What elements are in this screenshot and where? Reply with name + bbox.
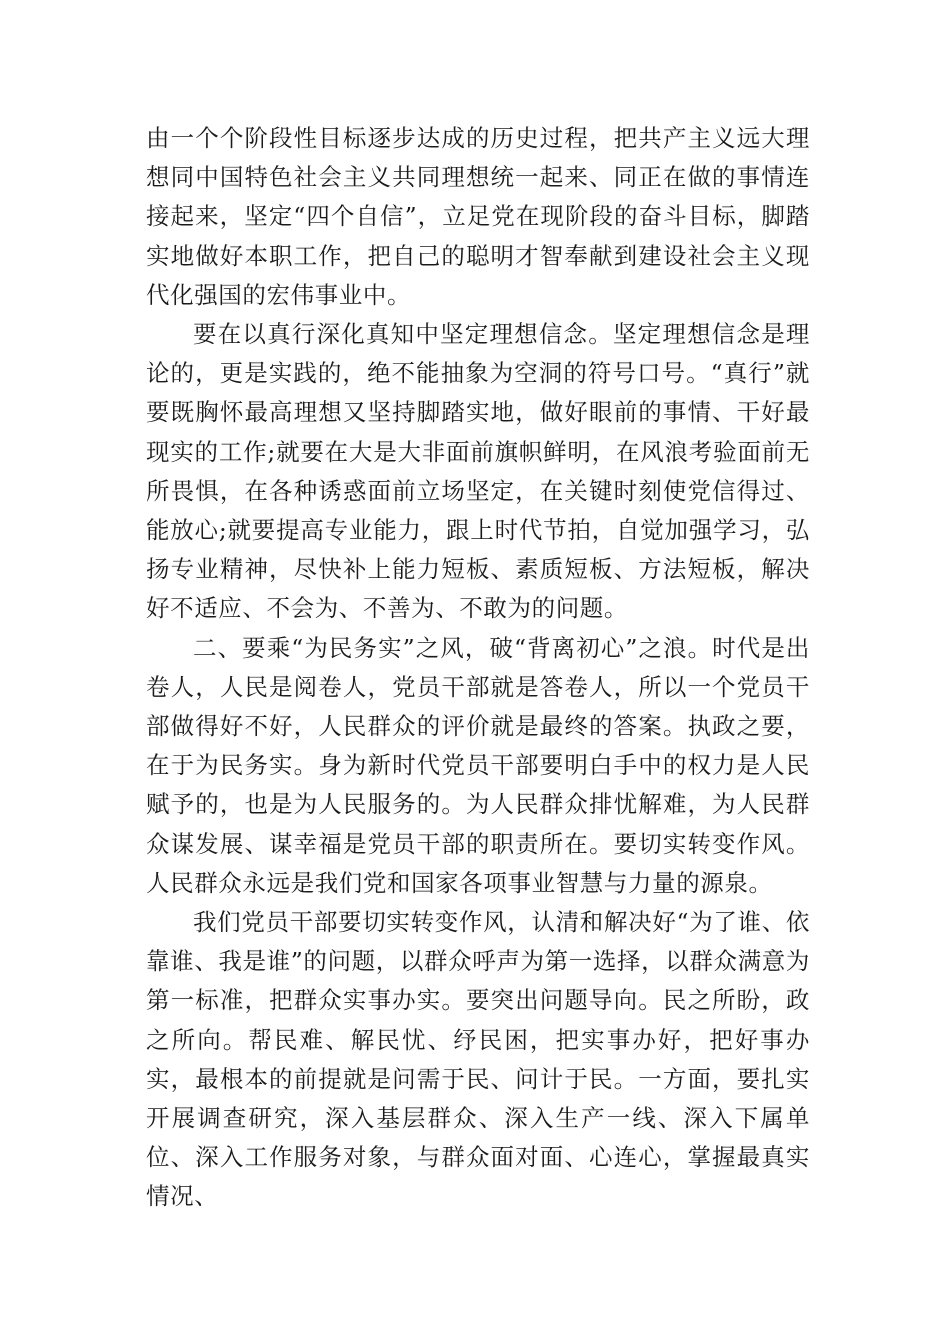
document-body: [146, 119, 810, 1217]
paragraph-ideal-belief: 要在以真行深化真知中坚定理想信念。坚定理想信念是理论的，更是实践的，绝不能抽象为空洞的符号口号。“真行”就要既胸怀最高理想又坚持脚踏实地，做好眼前的事情、干好最现实的工作;就要在大是大非面前旗帜鲜明，在风浪考验面前无所畏惧，在各种诱惑面前立场坚定，在关键时刻使党信得过、能放心;就要提高专业能力，跟上时代节拍，自觉加强学习，弘扬专业精神，尽快补上能力短板、素质短板、方法短板，解决好不适应、不会为、不善为、不敢为的问题。: [146, 320, 810, 623]
paragraph-continuation: 由一个个阶段性目标逐步达成的历史过程，把共产主义远大理想同中国特色社会主义共同理想统一起来、同正在做的事情连接起来，坚定“四个自信”，立足党在现阶段的奋斗目标，脚踏实地做好本职工作，把自己的聪明才智奉献到建设社会主义现代化强国的宏伟事业中。: [146, 124, 810, 309]
paragraph-work-style: 我们党员干部要切实转变作风，认清和解决好“为了谁、依靠谁、我是谁”的问题，以群众呼声为第一选择，以群众满意为第一标准，把群众实事办实。要突出问题导向。民之所盼，政之所向。帮民难、解民忧、纾民困，把实事办好，把好事办实，最根本的前提就是问需于民、问计于民。一方面，要扎实开展调查研究，深入基层群众、深入生产一线、深入下属单位、深入工作服务对象，与群众面对面、心连心，掌握最真实情况、: [146, 908, 810, 1211]
paragraph-section-two: 二、要乘“为民务实”之风，破“背离初心”之浪。时代是出卷人，人民是阅卷人，党员干部就是答卷人，所以一个党员干部做得好不好，人民群众的评价就是最终的答案。执政之要，在于为民务实。身为新时代党员干部要明白手中的权力是人民赋予的，也是为人民服务的。为人民群众排忧解难，为人民群众谋发展、谋幸福是党员干部的职责所在。要切实转变作风。人民群众永远是我们党和国家各项事业智慧与力量的源泉。: [146, 633, 810, 897]
